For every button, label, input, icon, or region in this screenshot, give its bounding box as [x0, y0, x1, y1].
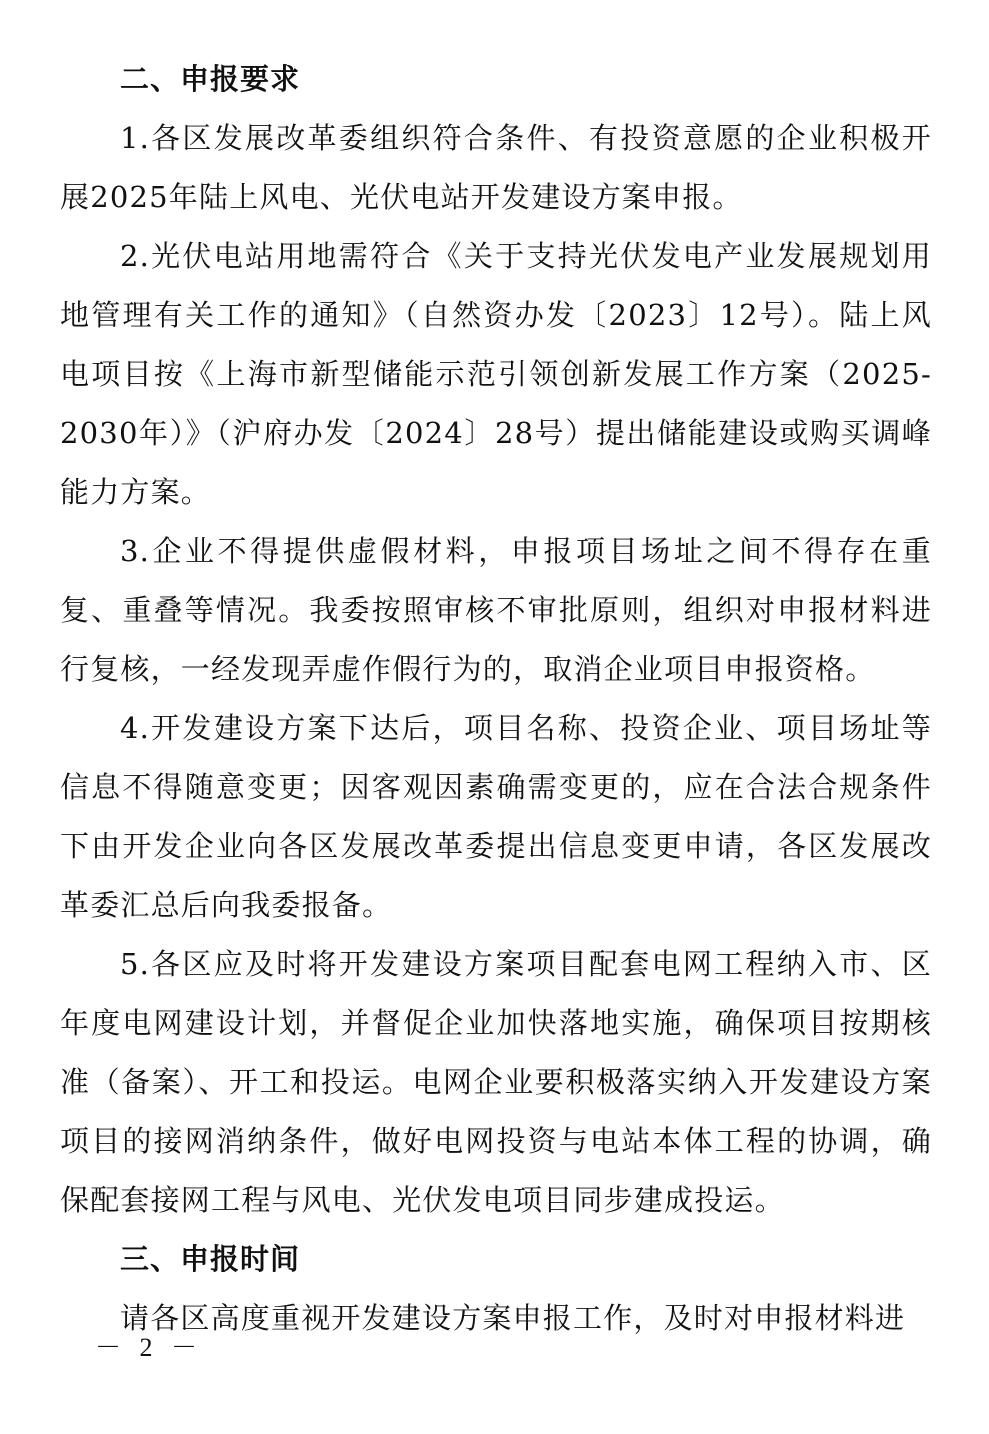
section-heading-timing: 三、申报时间	[120, 1242, 301, 1276]
requirement-item-1: 1.各区发展改革委组织符合条件、有投资意愿的企业积极开展2025年陆上风电、光伏电站开发建设方案申报。	[60, 121, 932, 214]
requirement-item-4: 4.开发建设方案下达后，项目名称、投资企业、项目场址等信息不得随意变更；因客观因素确需变更的，应在合法合规条件下由开发企业向各区发展改革委提出信息变更申请，各区发展改革委汇总后向我委报备。	[60, 711, 932, 922]
requirement-item-2: 2.光伏电站用地需符合《关于支持光伏发电产业发展规划用地管理有关工作的通知》（自然资办发〔2023〕12号）。陆上风电项目按《上海市新型储能示范引领创新发展工作方案（2025-2030年）》（沪府办发〔2024〕28号）提出储能建设或购买调峰能力方案。	[60, 239, 932, 509]
requirement-item-5: 5.各区应及时将开发建设方案项目配套电网工程纳入市、区年度电网建设计划，并督促企业加快落地实施，确保项目按期核准（备案）、开工和投运。电网企业要积极落实纳入开发建设方案项目的接网消纳条件，做好电网投资与电站本体工程的协调，确保配套接网工程与风电、光伏发电项目同步建成投运。	[60, 947, 932, 1217]
requirement-item-3: 3.企业不得提供虚假材料，申报项目场址之间不得存在重复、重叠等情况。我委按照审核不审批原则，组织对申报材料进行复核，一经发现弄虚作假行为的，取消企业项目申报资格。	[60, 534, 932, 686]
section-heading-requirements: 二、申报要求	[120, 62, 301, 96]
page-number: － 2 －	[95, 1333, 204, 1362]
timing-paragraph: 请各区高度重视开发建设方案申报工作，及时对申报材料进	[120, 1301, 906, 1335]
document-body	[60, 50, 932, 1348]
